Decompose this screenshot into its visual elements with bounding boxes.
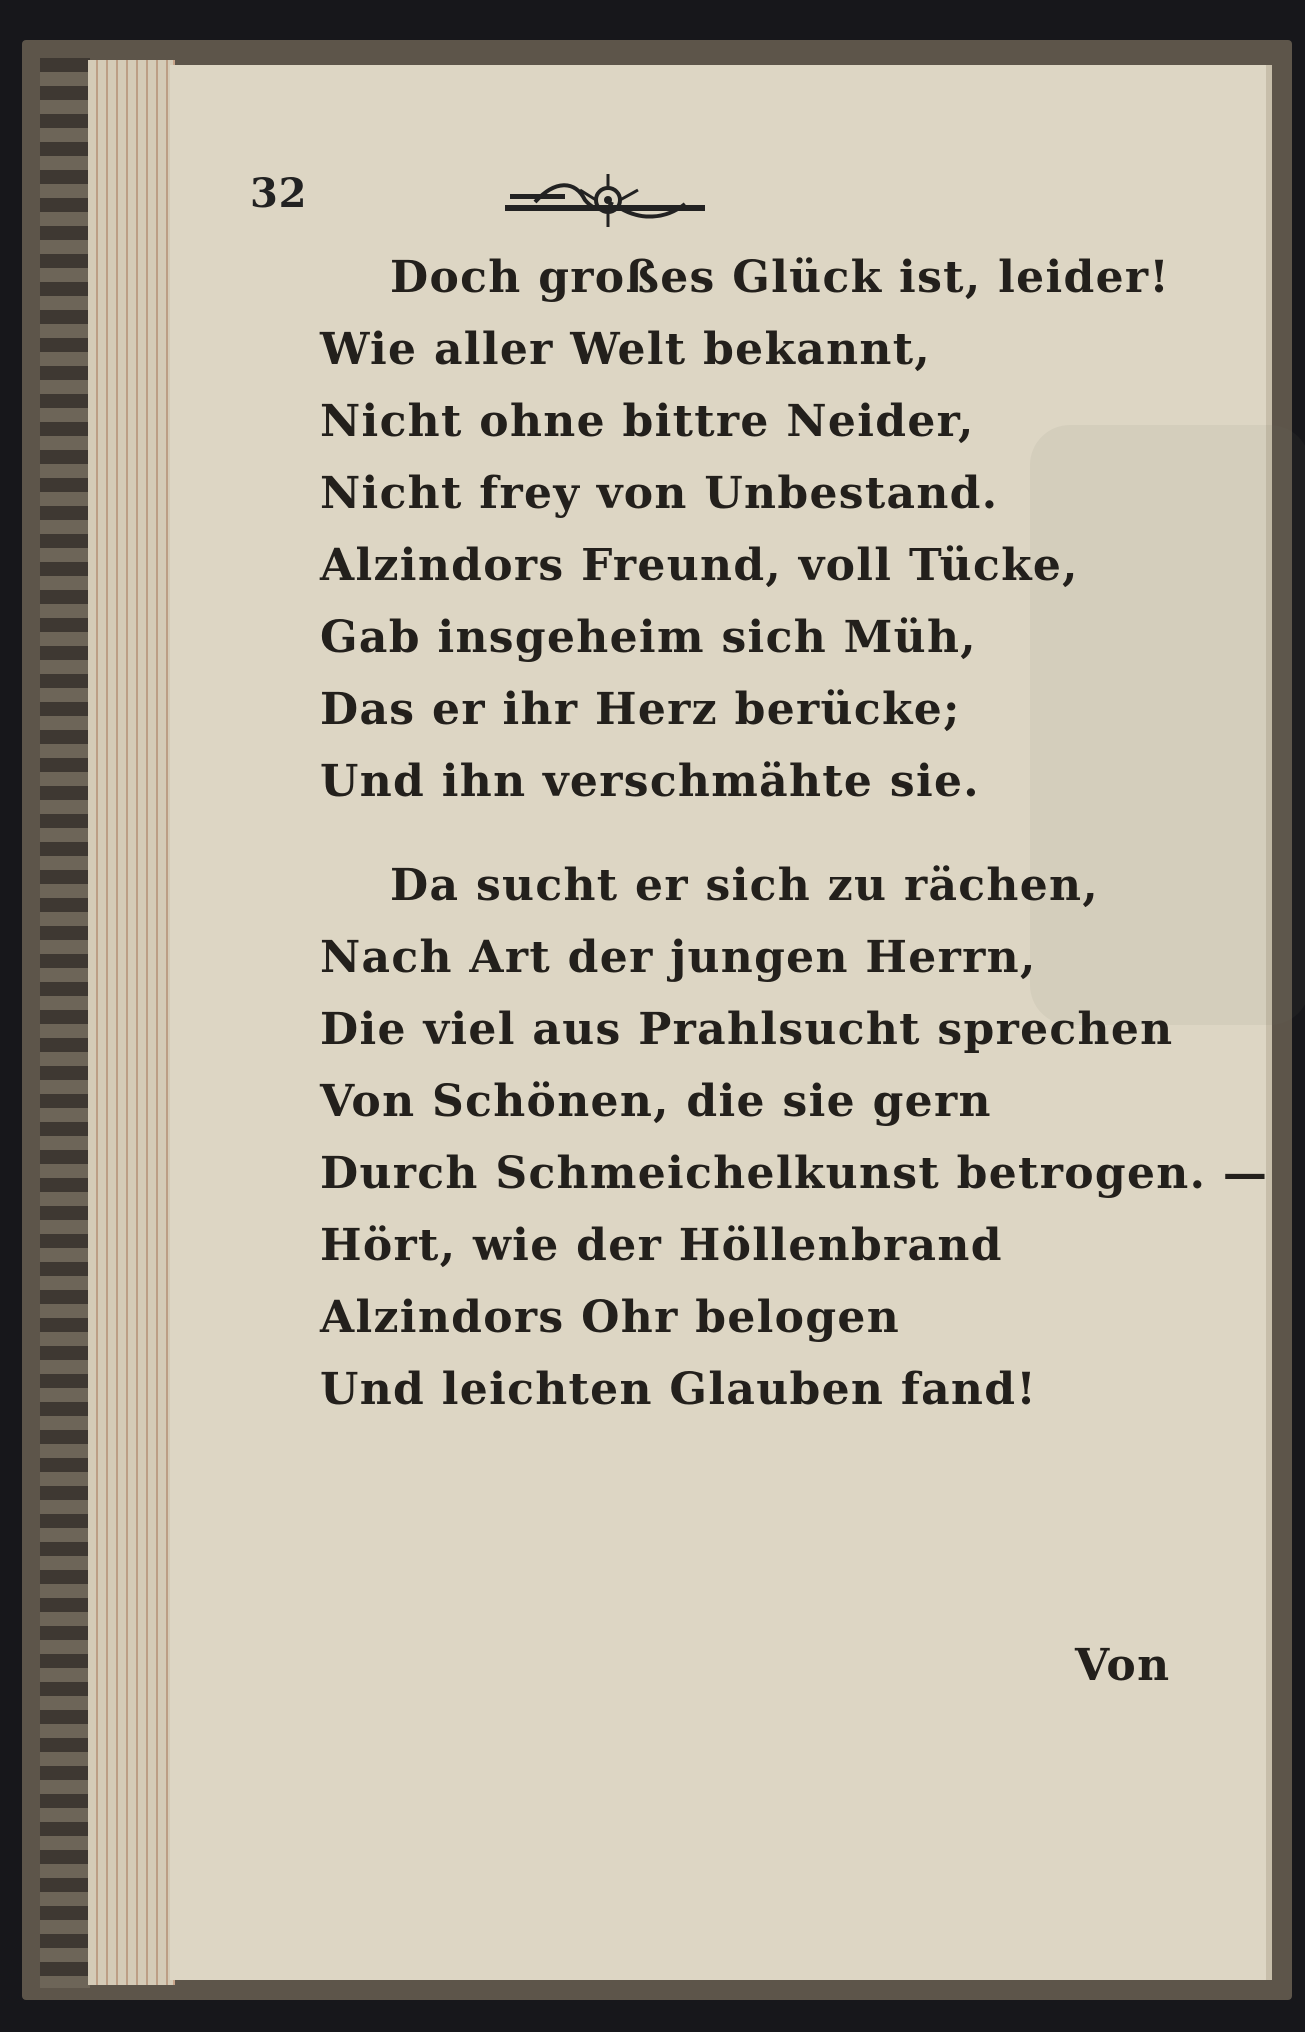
verse-line: Durch Schmeichelkunst betrogen. —: [320, 1148, 1269, 1199]
verse-line: Das er ihr Herz berücke;: [320, 684, 961, 735]
floral-ornament-icon: [500, 172, 710, 237]
verse-line: Nach Art der jungen Herrn,: [320, 932, 1037, 983]
page-edge-line: [146, 60, 148, 1985]
verse-line: Alzindors Ohr belogen: [320, 1292, 901, 1343]
page-edge-line: [166, 60, 168, 1985]
verse-line: Hört, wie der Höllenbrand: [320, 1220, 1003, 1271]
page-edge-line: [126, 60, 128, 1985]
verse-line: Nicht ohne bittre Neider,: [320, 396, 975, 447]
verse-line: Die viel aus Prahlsucht sprechen: [320, 1004, 1174, 1055]
verse-line: Da sucht er sich zu rächen,: [390, 860, 1099, 911]
verse-line: Gab insgeheim sich Müh,: [320, 612, 977, 663]
catchword: Von: [1075, 1640, 1171, 1691]
page-number: 32: [250, 170, 308, 217]
page-edge-line: [96, 60, 98, 1985]
book-spine-edge: [40, 58, 90, 1988]
verse-line: Alzindors Freund, voll Tücke,: [320, 540, 1079, 591]
verse-line: Doch großes Glück ist, leider!: [390, 252, 1171, 303]
verse-line: Von Schönen, die sie gern: [320, 1076, 992, 1127]
stanza-1: [320, 242, 1180, 818]
verse-line: Und leichten Glauben fand!: [320, 1364, 1037, 1415]
page-edge-line: [136, 60, 138, 1985]
page-edges: [88, 60, 175, 1985]
verse-line: Wie aller Welt bekannt,: [320, 324, 932, 375]
page-edge-line: [156, 60, 158, 1985]
verse-line: Nicht frey von Unbestand.: [320, 468, 999, 519]
verse-line: Und ihn verschmähte sie.: [320, 756, 980, 807]
page-edge-line: [116, 60, 118, 1985]
page-edge-line: [106, 60, 108, 1985]
stanza-2: [320, 850, 1269, 1426]
